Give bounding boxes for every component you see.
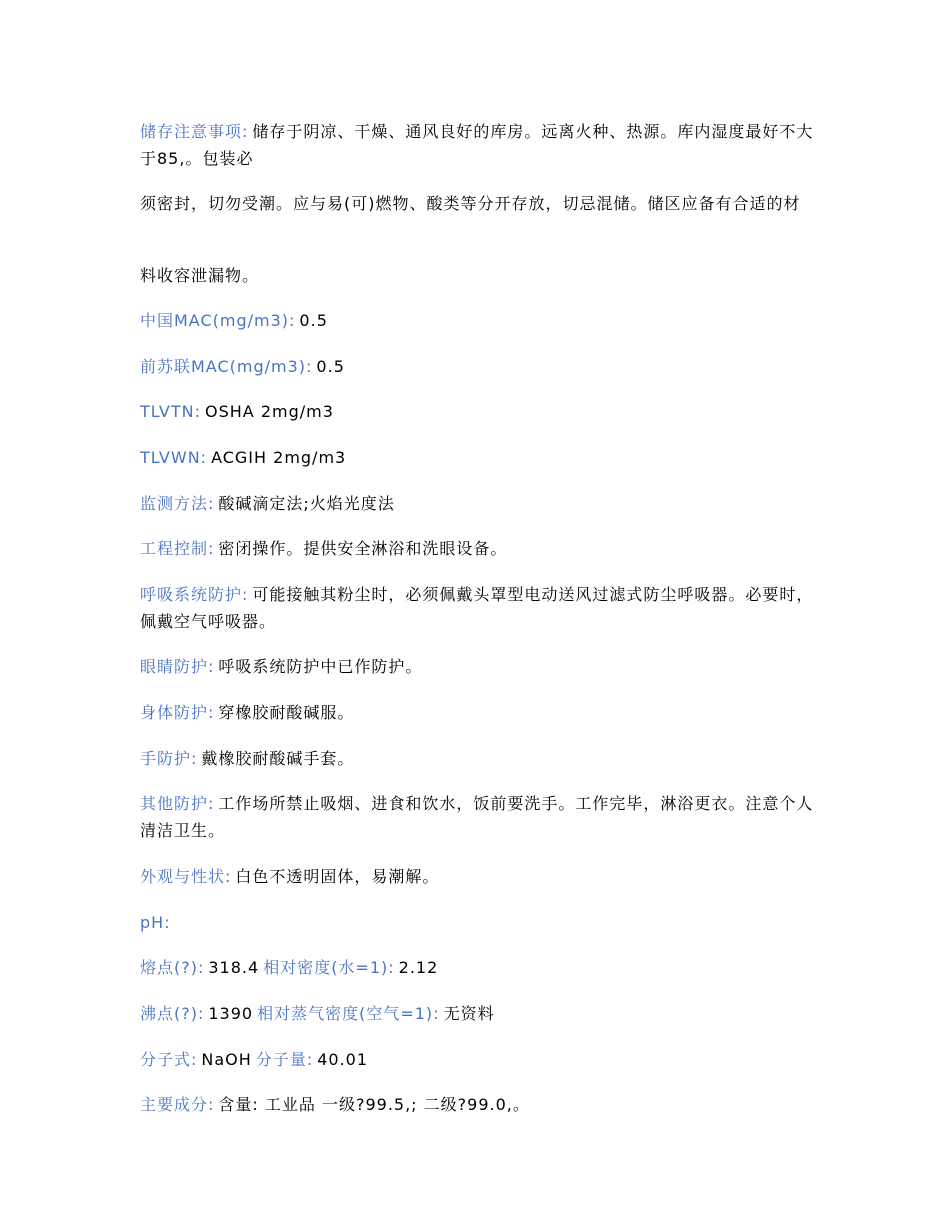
- ussr-mac-value: 0.5: [316, 357, 345, 376]
- eye-value: 呼吸系统防护中已作防护。: [218, 657, 423, 676]
- engineering-label: 工程控制:: [140, 539, 215, 558]
- monitoring-label: 监测方法:: [140, 494, 215, 513]
- formula-label: 分子式:: [140, 1050, 198, 1069]
- tlvwn-label: TLVWN:: [140, 448, 208, 467]
- boiling-point: [140, 1000, 815, 1027]
- china-mac-value: 0.5: [299, 311, 328, 330]
- melting-point: [140, 954, 815, 981]
- other-label: 其他防护:: [140, 794, 215, 813]
- vapor-density-value: 无资料: [443, 1004, 495, 1023]
- storage-label: 储存注意事项:: [140, 122, 249, 141]
- monitoring-method: [140, 490, 815, 517]
- china-mac-label: 中国MAC(mg/m3):: [140, 311, 296, 330]
- storage-precautions: [140, 118, 815, 172]
- ph: [140, 909, 815, 936]
- density-value: 2.12: [398, 958, 439, 977]
- respiratory-label: 呼吸系统防护:: [140, 585, 249, 604]
- main-composition: [140, 1091, 815, 1118]
- other-protection: [140, 790, 815, 844]
- eye-protection: [140, 653, 815, 680]
- appearance-label: 外观与性状:: [140, 867, 232, 886]
- composition-label: 主要成分:: [140, 1095, 215, 1114]
- china-mac: [140, 307, 815, 334]
- ph-label: pH:: [140, 913, 171, 932]
- respiratory-protection: [140, 581, 815, 635]
- respiratory-value: 可能接触其粉尘时，必须佩戴头罩型电动送风过滤式防尘呼吸器。必要时，佩戴空气呼吸器。: [140, 585, 814, 631]
- tlvwn-value: ACGIH 2mg/m3: [211, 448, 347, 467]
- appearance: [140, 863, 815, 890]
- tlvwn: [140, 444, 815, 471]
- ussr-mac: [140, 353, 815, 380]
- body-value: 穿橡胶耐酸碱服。: [218, 703, 355, 722]
- melting-label: 熔点(?):: [140, 958, 205, 977]
- tlvtn-value: OSHA 2mg/m3: [205, 402, 334, 421]
- engineering-value: 密闭操作。提供安全淋浴和洗眼设备。: [218, 539, 508, 558]
- body-label: 身体防护:: [140, 703, 215, 722]
- appearance-value: 白色不透明固体，易潮解。: [235, 867, 440, 886]
- storage-continuation-2: 料收容泄漏物。: [140, 266, 260, 285]
- molecular-weight-label: 分子量:: [255, 1050, 314, 1069]
- ussr-mac-label: 前苏联MAC(mg/m3):: [140, 357, 313, 376]
- hand-value: 戴橡胶耐酸碱手套。: [201, 749, 355, 768]
- density-label: 相对密度(水=1):: [263, 958, 395, 977]
- boiling-value: 1390: [208, 1004, 254, 1023]
- boiling-label: 沸点(?):: [140, 1004, 205, 1023]
- composition-value: 含量: 工业品 一级?99.5,; 二级?99.0,。: [218, 1095, 530, 1114]
- tlvtn-label: TLVTN:: [140, 402, 202, 421]
- hand-protection: [140, 745, 815, 772]
- eye-label: 眼睛防护:: [140, 657, 215, 676]
- body-protection: [140, 699, 815, 726]
- monitoring-value: 酸碱滴定法;火焰光度法: [218, 494, 395, 513]
- formula-value: NaOH: [201, 1050, 252, 1069]
- molecular-weight-value: 40.01: [317, 1050, 369, 1069]
- vapor-density-label: 相对蒸气密度(空气=1):: [257, 1004, 440, 1023]
- melting-value: 318.4: [208, 958, 260, 977]
- hand-label: 手防护:: [140, 749, 198, 768]
- engineering-control: [140, 535, 815, 562]
- other-value: 工作场所禁止吸烟、进食和饮水，饭前要洗手。工作完毕，淋浴更衣。注意个人清洁卫生。: [140, 794, 814, 840]
- storage-value: 储存于阴凉、干燥、通风良好的库房。远离火种、热源。库内湿度最好不大于85,。包装必: [140, 122, 814, 168]
- storage-continuation-1: 须密封，切勿受潮。应与易(可)燃物、酸类等分开存放，切忌混储。储区应备有合适的材: [140, 194, 801, 213]
- tlvtn: [140, 398, 815, 425]
- molecular-formula: [140, 1046, 815, 1073]
